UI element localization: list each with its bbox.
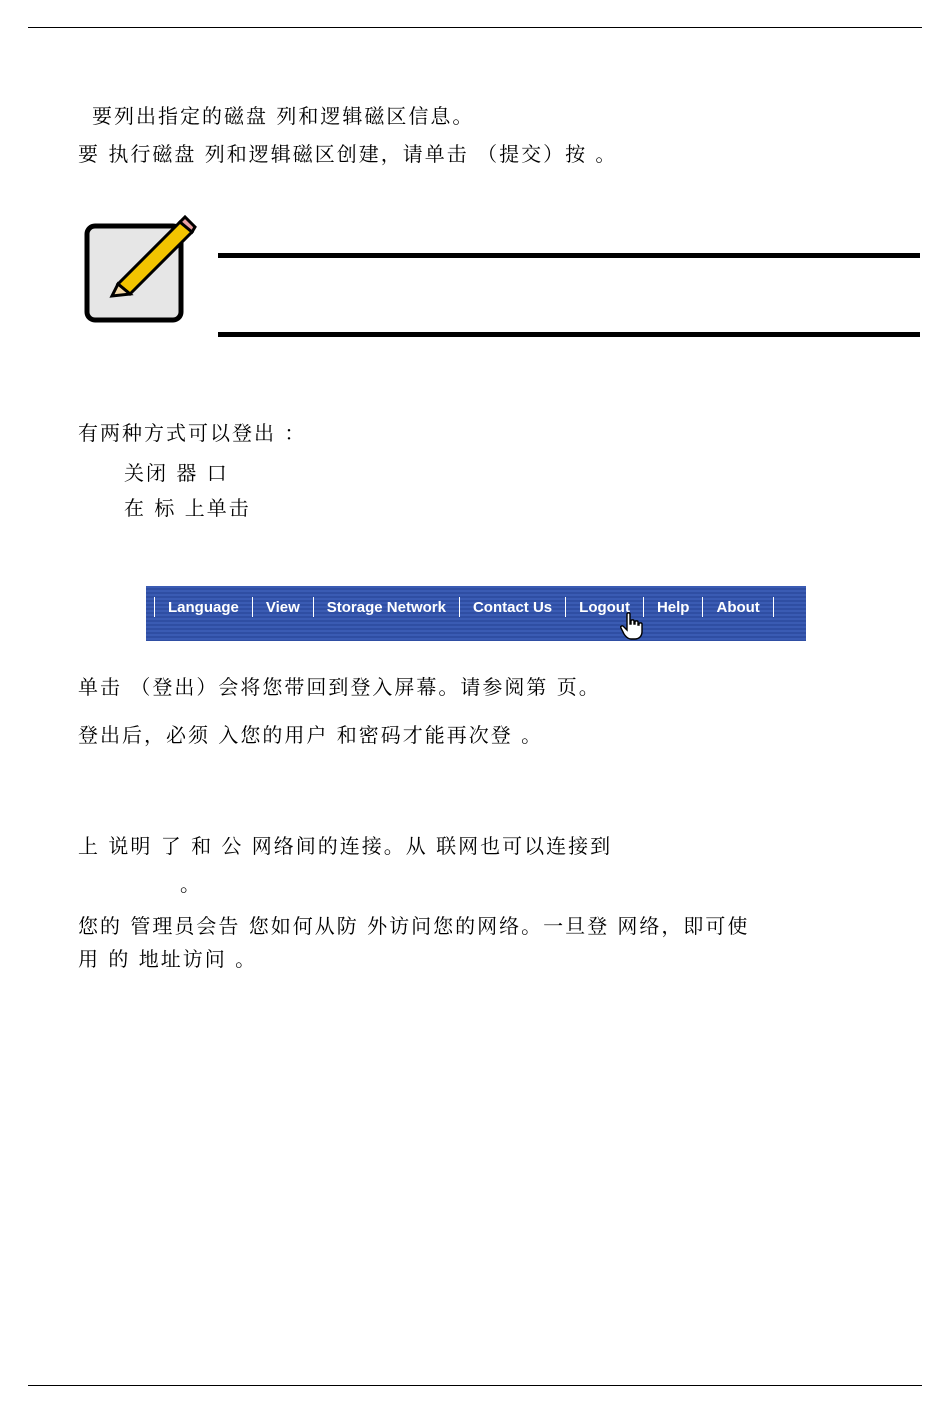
note-pencil-icon (80, 210, 200, 330)
hand-cursor-icon (620, 612, 644, 640)
note-bottom-bar (218, 332, 920, 337)
paragraph-line: 要 执行磁盘 列和逻辑磁区创建，请单击 （提交）按 。 (78, 142, 618, 166)
nav-item-view[interactable]: View (265, 598, 300, 616)
paragraph-line: 您的 管理员会告 您如何从防 外访问您的网络。一旦登 网络，即可使 (78, 914, 750, 938)
footer-rule (28, 1385, 922, 1386)
list-item: 关闭 器 口 (124, 461, 229, 485)
paragraph-line: 登出后，必须 入您的用户 和密码才能再次登 。 (78, 723, 544, 747)
nav-item-language[interactable]: Language (168, 598, 239, 616)
nav-item-logout[interactable]: Logout (579, 598, 630, 616)
paragraph-line: 有两种方式可以登出 ： (78, 421, 307, 445)
nav-item-about[interactable]: About (716, 598, 760, 616)
header-rule (28, 27, 922, 28)
nav-item-help[interactable]: Help (656, 598, 690, 616)
navigation-bar (146, 586, 806, 641)
paragraph-line: 要列出指定的磁盘 列和逻辑磁区信息。 (92, 104, 475, 128)
nav-separator (773, 597, 774, 617)
list-item: 在 标 上单击 (124, 496, 251, 520)
nav-item-storage-network[interactable]: Storage Network (326, 598, 446, 616)
paragraph-line: 单击 （登出）会将您带回到登入屏幕。请参阅第 页。 (78, 675, 601, 699)
paragraph-line: 。 (180, 872, 202, 896)
nav-item-contact-us[interactable]: Contact Us (472, 598, 553, 616)
paragraph-line: 上 说明 了 和 公 网络间的连接。从 联网也可以连接到 (78, 834, 613, 858)
paragraph-line: 用 的 地址访问 。 (78, 947, 258, 971)
note-top-bar (218, 253, 920, 258)
navigation-items (154, 596, 774, 618)
